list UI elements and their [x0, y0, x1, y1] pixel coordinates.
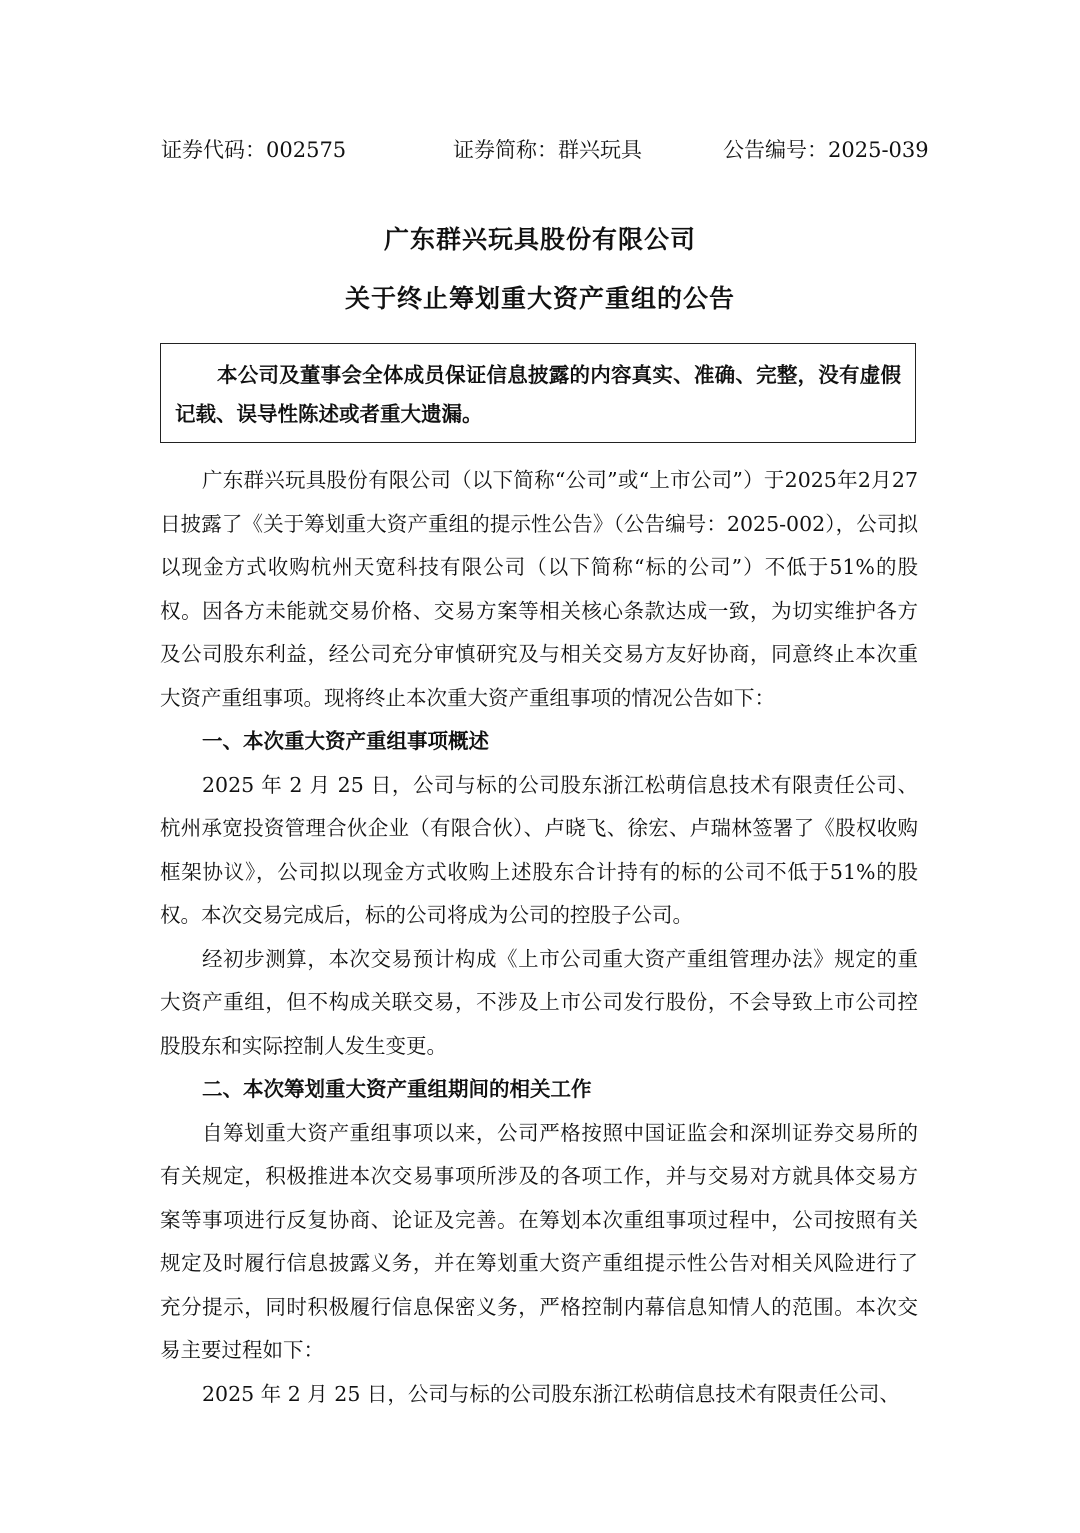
section-2-heading: 二、本次筹划重大资产重组期间的相关工作: [202, 1077, 592, 1101]
stock-code: 证券代码：002575: [161, 138, 347, 162]
section-1-paragraph-2: 经初步测算，本次交易预计构成《上市公司重大资产重组管理办法》规定的重大资产重组，但不构成关联交易，不涉及上市公司发行股份，不会导致上市公司控股股东和实际控制人发生变更。: [160, 946, 918, 1058]
stock-name: 证券简称：群兴玩具: [453, 138, 642, 162]
section-2-paragraph-1: 自筹划重大资产重组事项以来，公司严格按照中国证监会和深圳证券交易所的有关规定，积极推进本次交易事项所涉及的各项工作，并与交易对方就具体交易方案等事项进行反复协商、论证及完善。在筹划本次重组事项过程中，公司按照有关规定及时履行信息披露义务，并在筹划重大资产重组提示性公告对相关风险进行了充分提示，同时积极履行信息保密义务，严格控制内幕信息知情人的范围。本次交易主要过程如下：: [160, 1120, 918, 1362]
intro-paragraph: 广东群兴玩具股份有限公司（以下简称“公司”或“上市公司”）于2025年2月27日披露了《关于筹划重大资产重组的提示性公告》（公告编号：2025-002），公司拟以现金方式收购杭州天宽科技有限公司（以下简称“标的公司”）不低于51%的股权。因各方未能就交易价格、交易方案等相关核心条款达成一致，为切实维护各方及公司股东利益，经公司充分审慎研究及与相关交易方友好协商，同意终止本次重大资产重组事项。现将终止本次重大资产重组事项的情况公告如下：: [160, 468, 918, 710]
section-2-paragraph-2: 2025 年 2 月 25 日，公司与标的公司股东浙江松萌信息技术有限责任公司、: [202, 1381, 900, 1406]
section-1-paragraph-1: 2025 年 2 月 25 日，公司与标的公司股东浙江松萌信息技术有限责任公司、杭州承宽投资管理合伙企业（有限合伙）、卢晓飞、徐宏、卢瑞林签署了《股权收购框架协议》，公司拟以现金方式收购上述股东合计持有的标的公司不低于51%的股权。本次交易完成后，标的公司将成为公司的控股子公司。: [160, 772, 918, 927]
board-guarantee-notice: 本公司及董事会全体成员保证信息披露的内容真实、准确、完整，没有虚假记载、误导性陈述或者重大遗漏。: [160, 343, 916, 443]
company-title: 广东群兴玩具股份有限公司: [383, 225, 696, 254]
section-1-heading: 一、本次重大资产重组事项概述: [202, 729, 489, 753]
announcement-number: 公告编号：2025-039: [723, 138, 929, 162]
announcement-header: [161, 133, 929, 167]
announcement-title: 关于终止筹划重大资产重组的公告: [344, 284, 735, 313]
announcement-body: [160, 459, 918, 1416]
